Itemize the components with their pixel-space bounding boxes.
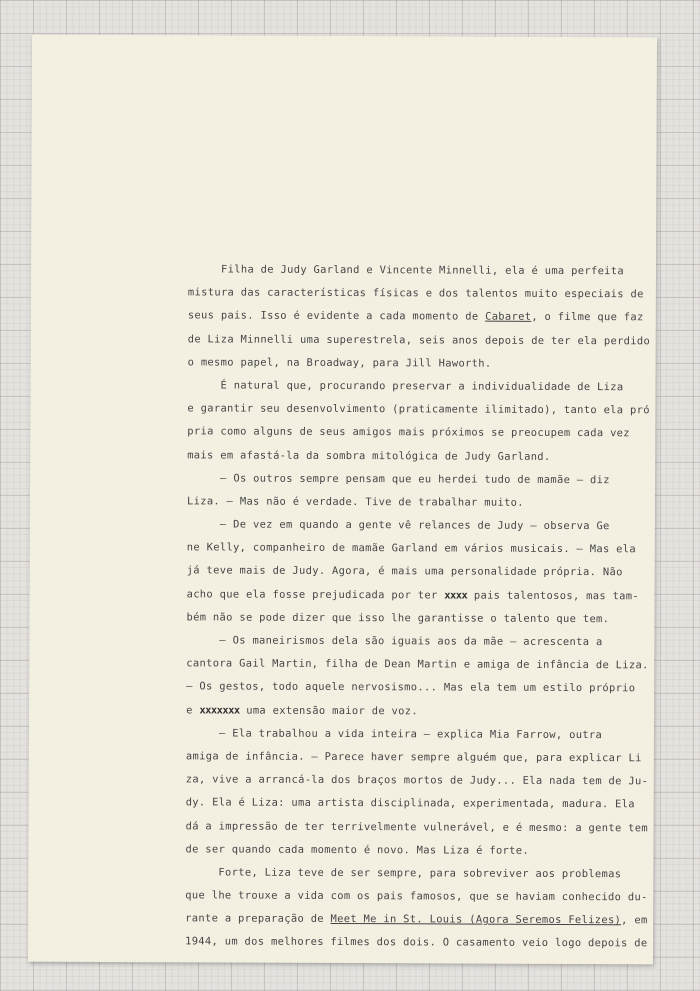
text-line: — De vez em quando a gente vê relances de Judy — observa Ge — [153, 518, 610, 533]
text-line: Forte, Liza teve de ser sempre, para sobreviver aos problemas — [152, 866, 622, 881]
text-line: de Liza Minnelli uma superestrela, seis anos depois de ter ela perdido — [154, 332, 651, 347]
struck-out-text: xxxxxxx — [199, 703, 240, 717]
paragraph — [153, 629, 653, 724]
text-line: — Os maneirismos dela são iguais aos da mãe — acrescenta a — [153, 634, 603, 649]
paragraph — [154, 374, 654, 469]
text-line: e xxxxxxx uma extensão maior de voz. — [153, 703, 419, 717]
text-line: mistura das características físicas e dos talentos muito especiais de — [154, 286, 644, 301]
text-line: o mesmo papel, na Broadway, para Jill Haworth. — [154, 355, 492, 370]
text-line: — Ela trabalhou a vida inteira — explica Mia Farrow, outra — [152, 726, 603, 741]
text-line: Liza. — Mas não é verdade. Tive de trabalhar muito. — [153, 495, 524, 509]
struck-out-text: xxxx — [444, 589, 468, 602]
text-line: 1944, um dos melhores filmes dos dois. O casamento veio logo depois de — [152, 935, 648, 950]
text-line: pria como alguns de seus amigos mais próximos se preocupem cada vez — [154, 425, 630, 440]
text-line: bém não se pode dizer que isso lhe garantisse o talento que tem. — [153, 610, 610, 625]
text-line: — Os gestos, todo aquele nervosismo... Mas ela tem um estilo próprio — [153, 680, 636, 695]
text-line: É natural que, procurando preservar a individualidade de Liza — [154, 379, 624, 394]
paragraph — [152, 861, 652, 956]
text-line: dá a impressão de ter terrivelmente vulnerável, e é mesmo: a gente tem — [152, 819, 649, 834]
text-line: de ser quando cada momento é novo. Mas Liza é forte. — [152, 842, 530, 857]
text-line: — Os outros sempre pensam que eu herdei tudo de mamãe — diz — [154, 471, 610, 486]
paragraph — [152, 722, 653, 863]
text-line: acho que ela fosse prejudicada por ter xxxx pais talentosos, mas tam- — [153, 587, 640, 602]
text-line: dy. Ela é Liza: uma artista disciplinada, experimentada, madura. Ela — [152, 796, 635, 811]
text-line: ne Kelly, companheiro de mamãe Garland em vários musicais. — Mas ela — [153, 541, 637, 556]
text-line: que lhe trouxe a vida com os pais famosos, que se haviam conhecido du- — [152, 889, 648, 904]
paragraph — [154, 467, 654, 516]
text-line: cantora Gail Martin, filha de Dean Martin e amiga de infância de Liza. — [153, 657, 649, 672]
paragraph — [153, 513, 654, 631]
text-line: e garantir seu desenvolvimento (praticamente ilimitado), tanto ela pró — [154, 402, 650, 417]
text-line: seus pais. Isso é evidente a cada momento de Cabaret, o filme que faz — [154, 309, 644, 324]
text-line: za, vive a arrancá-la dos braços mortos de Judy... Ela nada tem de Ju- — [152, 773, 649, 788]
text-line: rante a preparação de Meet Me in St. Louis (Agora Seremos Felizes), em — [152, 912, 648, 927]
typewritten-page — [28, 35, 657, 965]
text-line: Filha de Judy Garland e Vincente Minnelli, ela é uma perfeita — [154, 263, 625, 278]
text-line: já teve mais de Judy. Agora, é mais uma personalidade própria. Não — [153, 564, 623, 579]
paragraph — [155, 258, 656, 376]
underlined-title: Meet Me in St. Louis (Agora Seremos Felizes) — [330, 913, 622, 927]
underlined-title: Cabaret — [485, 310, 532, 324]
text-line: amiga de infância. — Parece haver sempre alguém que, para explicar Li — [152, 750, 642, 765]
page-text — [152, 258, 655, 956]
text-line: mais em afastá-la da sombra mitológica de Judy Garland. — [154, 448, 551, 463]
